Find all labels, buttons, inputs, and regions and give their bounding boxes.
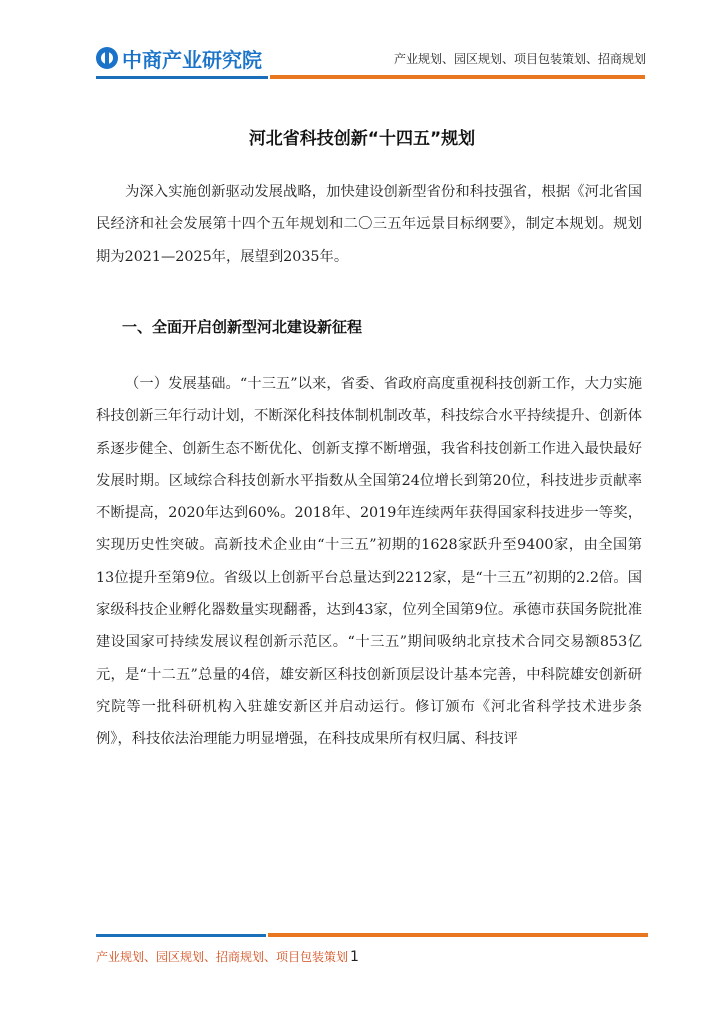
- body-paragraph: （一）发展基础。“十三五”以来，省委、省政府高度重视科技创新工作，大力实施科技创新三年行动计划，不断深化科技体制机制改革，科技综合水平持续提升、创新体系逐步健全、创新生态不断优化、创新支撑不断增强，我省科技创新工作进入最快最好发展时期。区域综合科技创新水平指数从全国第24位增长到第20位，科技进步贡献率不断提高，2020年达到60%。2018年、2019年连续两年获得国家科技进步一等奖，实现历史性突破。高新技术企业由“十三五”初期的1628家跃升至9400家，由全国第13位提升至第9位。省级以上创新平台总量达到2212家，是“十三五”初期的2.2倍。国家级科技企业孵化器数量实现翻番，达到43家，位列全国第9位。承德市获国务院批准建设国家可持续发展议程创新示范区。“十三五”期间吸纳北京技术合同交易额853亿元，是“十二五”总量的4倍，雄安新区科技创新顶层设计基本完善，中科院雄安创新研究院等一批科研机构入驻雄安新区并启动运行。修订颁布《河北省科学技术进步条例》，科技依法治理能力明显增强，在科技成果所有权归属、科技评: [96, 376, 642, 748]
- header-tagline: 产业规划、园区规划、项目包装策划、招商规划: [393, 52, 646, 66]
- footer: [96, 948, 359, 965]
- document-title: 河北省科技创新“十四五”规划: [248, 129, 476, 149]
- footer-tagline: 产业规划、园区规划、招商规划、项目包装策划: [96, 950, 349, 964]
- logo-text: 中商产业研究院: [122, 47, 262, 72]
- section-heading: 一、全面开启创新型河北建设新征程: [122, 318, 363, 336]
- page-number: 1: [350, 949, 359, 965]
- footer-divider-blue: [96, 934, 266, 937]
- intro-paragraph: 为深入实施创新驱动发展战略，加快建设创新型省份和科技强省，根据《河北省国民经济和社会发展第十四个五年规划和二〇三五年远景目标纲要》，制定本规划。规划期为2021—2025年，展望到2035年。: [96, 184, 642, 265]
- header-divider-orange: [270, 75, 645, 79]
- logo: [96, 44, 262, 72]
- logo-icon: [96, 47, 118, 69]
- footer-divider-orange: [268, 933, 648, 937]
- header-divider-blue: [96, 76, 268, 79]
